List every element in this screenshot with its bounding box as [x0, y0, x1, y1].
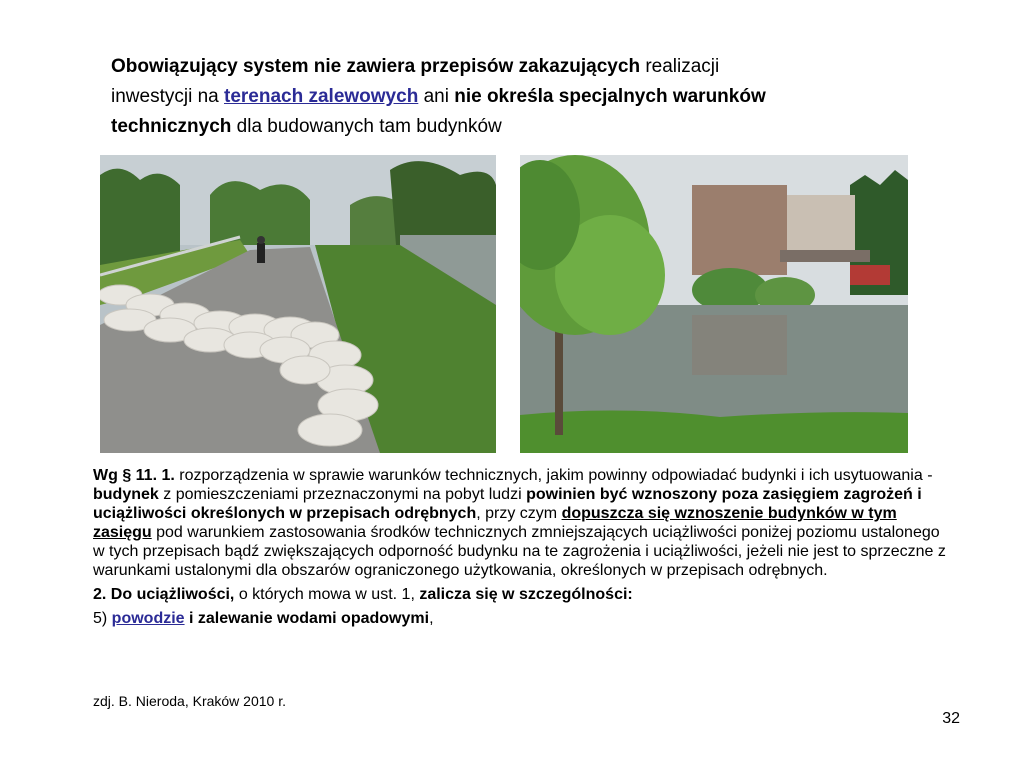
paragraph-1: [93, 466, 953, 580]
p2-bold-2: zalicza się w szczególności:: [419, 586, 633, 603]
floods-link[interactable]: powodzie: [111, 610, 185, 627]
title-bold-3: technicznych: [111, 116, 232, 137]
p2-bold-1: 2. Do uciążliwości,: [93, 586, 235, 603]
title-bold-1: Obowiązujący system nie zawiera przepisów zakazujących: [111, 56, 641, 77]
flood-areas-link[interactable]: terenach zalewowych: [224, 86, 419, 107]
p1-text-2: z pomieszczeniami przeznaczonymi na pobyt ludzi: [158, 486, 527, 503]
flooded-building-photo: [520, 155, 908, 453]
p2-text-1: o których mowa w ust. 1,: [234, 586, 420, 603]
paragraph-2: [93, 585, 953, 604]
title-text-3: ani: [418, 86, 455, 107]
p3-bold: i zalewanie wodami opadowymi: [184, 610, 430, 627]
photo-credit: zdj. B. Nieroda, Kraków 2010 r.: [93, 693, 286, 709]
p1-bold-building: budynek: [93, 486, 159, 503]
title-text-1: realizacji: [640, 56, 720, 77]
p1-bold-ref: Wg § 11. 1.: [93, 467, 175, 484]
p1-bold-underline: dopuszcza się wznoszenie budynków w tym zasięgu: [93, 505, 897, 541]
page-number: 32: [942, 710, 960, 727]
p1-text-1: rozporządzenia w sprawie warunków technicznych, jakim powinny odpowiadać budynki i ich usytuowania -: [174, 467, 933, 484]
p3-text-1: 5): [93, 610, 112, 627]
paragraph-3: [93, 609, 953, 628]
p1-bold-requirement: powinien być wznoszony poza zasięgiem zagrożeń i uciążliwości określonych w przepisach odrębnych: [93, 486, 922, 522]
title-text-4: dla budowanych tam budynków: [231, 116, 502, 137]
p1-text-3: , przy czym: [476, 505, 562, 522]
title-text-2: inwestycji na: [111, 86, 224, 107]
slide-title: [111, 52, 931, 142]
p3-text-2: ,: [429, 610, 434, 627]
regulation-text: [93, 466, 953, 633]
sandbag-barrier-photo: [100, 155, 496, 453]
p1-text-4: pod warunkiem zastosowania środków technicznych zmniejszających uciążliwości poniżej poziomu ustalonego w tych przepisach bądź zwiększających odporność budynku na te zagrożenia i uciążliwości, jeżeli nie jest to sprzeczne z warunkami ustalonymi dla obszarów ograniczonego użytkowania, określonych w przepisach odrębnych.: [93, 524, 946, 579]
title-bold-2: nie określa specjalnych warunków: [454, 86, 766, 107]
